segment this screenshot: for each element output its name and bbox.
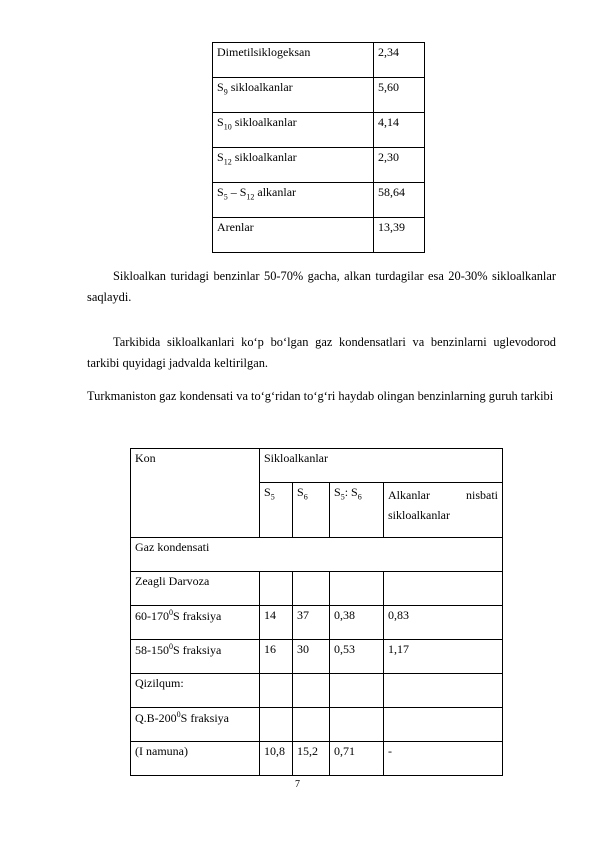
page-number: 7	[295, 779, 300, 790]
table-cell	[293, 674, 330, 708]
table-cell	[330, 674, 384, 708]
table-cell	[384, 674, 503, 708]
table-header-alkanlar: Alkanlar nisbati sikloalkanlar	[384, 483, 503, 538]
table-cell: 0,53	[330, 640, 384, 674]
table-cell: (I namuna)	[131, 742, 260, 776]
table-cell: 15,2	[293, 742, 330, 776]
table-cell: 30	[293, 640, 330, 674]
table-row	[131, 708, 503, 742]
table-cell: 16	[260, 640, 293, 674]
table-cell: 5,60	[374, 78, 425, 113]
table-cell: 0,71	[330, 742, 384, 776]
table-row	[213, 43, 425, 78]
composition-table	[212, 42, 425, 253]
table-row	[131, 606, 503, 640]
table-row	[213, 113, 425, 148]
table-row	[131, 742, 503, 776]
table-header-ratio: $S_5$: $S_6$	[330, 483, 384, 538]
table-cell	[330, 572, 384, 606]
gas-condensate-table	[130, 448, 503, 776]
table-cell: 58,64	[374, 183, 425, 218]
table-row	[131, 674, 503, 708]
table-row	[213, 78, 425, 113]
table-cell: 13,39	[374, 218, 425, 253]
table-row	[131, 640, 503, 674]
table-cell: $Q.B-200^0S$ fraksiya	[131, 708, 260, 742]
table-cell	[293, 708, 330, 742]
table-cell	[260, 708, 293, 742]
table-cell: $S_5 - S_{12}$ alkanlar	[213, 183, 374, 218]
table-cell: 1,17	[384, 640, 503, 674]
paragraph: Tarkibida sikloalkanlari ko‘p bo‘lgan gaz kondensatlari va benzinlarni uglevodorod tarkibi quyidagi jadvalda keltirilgan.	[87, 335, 556, 370]
table-cell: $58-150^0S$ fraksiya	[131, 640, 260, 674]
table-header-s6: $S_6$	[293, 483, 330, 538]
table-cell	[293, 572, 330, 606]
table-cell: 2,30	[374, 148, 425, 183]
table-row	[213, 183, 425, 218]
table-row	[213, 218, 425, 253]
table-cell: Dimetilsiklogeksan	[213, 43, 374, 78]
table-cell: Zeagli Darvoza	[131, 572, 260, 606]
table-cell	[384, 572, 503, 606]
table-cell: 4,14	[374, 113, 425, 148]
table-cell: $S_{12}$ sikloalkanlar	[213, 148, 374, 183]
table-cell: 10,8	[260, 742, 293, 776]
table-cell: Arenlar	[213, 218, 374, 253]
table-cell: 0,83	[384, 606, 503, 640]
section-row: Gaz kondensati	[131, 538, 503, 572]
paragraph: Turkmaniston gaz kondensati va to‘g‘ridan to‘g‘ri haydab olingan benzinlarning guruh tarkibi	[87, 389, 554, 403]
table-cell: $60-170^0S$ fraksiya	[131, 606, 260, 640]
table-cell: 2,34	[374, 43, 425, 78]
table-row	[213, 148, 425, 183]
table-cell	[330, 708, 384, 742]
table-cell: 14	[260, 606, 293, 640]
table-cell	[260, 572, 293, 606]
table-cell: $S_{10}$ sikloalkanlar	[213, 113, 374, 148]
table-cell: 37	[293, 606, 330, 640]
table-header-sikloalkanlar: Sikloalkanlar	[260, 449, 503, 483]
table-row	[131, 449, 503, 483]
table-row	[131, 538, 503, 572]
table-header-s5: $S_5$	[260, 483, 293, 538]
table-cell: Qizilqum:	[131, 674, 260, 708]
table-cell	[384, 708, 503, 742]
table-header-kon: Kon	[131, 449, 260, 538]
table-row	[131, 572, 503, 606]
table-cell: $S_9$ sikloalkanlar	[213, 78, 374, 113]
table-cell: -	[384, 742, 503, 776]
table-cell	[260, 674, 293, 708]
table-cell: 0,38	[330, 606, 384, 640]
paragraph: Sikloalkan turidagi benzinlar 50-70% gacha, alkan turdagilar esa 20-30% sikloalkanlar saqlaydi.	[87, 269, 556, 304]
